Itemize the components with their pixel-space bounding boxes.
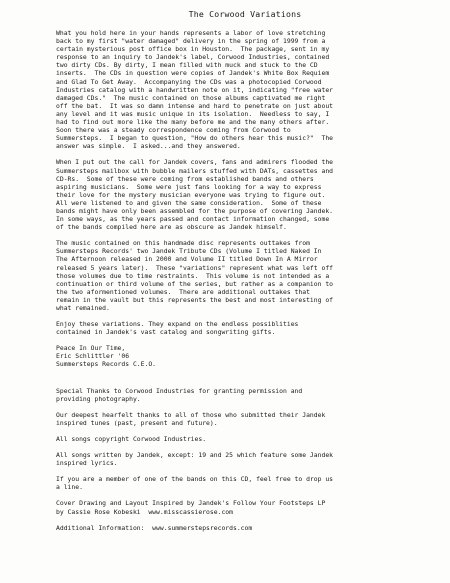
heartfelt-thanks-paragraph: Our deepest hearfelt thanks to all of those who submitted their Jandek inspired tunes (past, present and future). [56,410,326,427]
songwriting-credit-paragraph: All songs written by Jandek, except: 19 and 25 which feature some Jandek inspired lyrics. [56,451,334,468]
copyright-line: All songs copyright Corwood Industries. [56,434,207,443]
document-title: The Corwood Variations [188,9,302,19]
outtakes-paragraph: The music contained on this handmade disc represents outtakes from Summersteps Records' two Jandek Tribute CDs (Volume I titled Naked In The Afternoon released in 2000 and Volume II titled Down In A Mirror released 5 years later). These "variations" represent what was left off those volumes due to time restraints. This volume is not intended as a continuation or third volume of the series, but rather as a companion to the two aformentioned volumes. There are additional outtakes that remain in the vault but this represents the best and most interesting of what remained. [56,239,334,312]
cover-credit-paragraph: Cover Drawing and Layout Inspired by Jandek's Follow Your Footsteps LP by Cassie Rose Kobeski www.misscassierose.com [56,499,326,516]
signature-block: Peace In Our Time, Eric Schlittler '06 Summersteps Records C.E.O. [56,344,157,369]
special-thanks-paragraph: Special Thanks to Corwood Industries for granting permission and providing photography. [56,386,303,403]
band-contact-paragraph: If you are a member of one of the bands on this CD, feel free to drop us a line. [56,475,334,492]
call-for-covers-paragraph: When I put out the call for Jandek covers, fans and admirers flooded the Summersteps mailbox with bubble mailers stuffed with DATs, cassettes and CD-Rs. Some of these were coming from established bands and others aspiring musicians. Some were just fans looking for a way to express their love for the mystery musician everyone was trying to figure out. All were listened to and given the same consideration. Some of these bands might have only been assembled for the purpose of covering Jandek. In some ways, as the years passed and contact information changed, some of the bands compiled here are as obscure as Jandek himself. [56,158,334,232]
enjoy-paragraph: Enjoy these variations. They expand on the endless possiblities contained in Jandek's vast catalog and songwriting gifts. [56,320,299,337]
additional-info-line: Additional Information: www.summerstepsrecords.com [56,523,253,532]
intro-paragraph: What you hold here in your hands represents a labor of love stretching back to my first "water damaged" delivery in the spring of 1999 from a certain mysterious post office box in Houston. The package, sent in my response to an inquiry to Jandek's label, Corwood Industries, contained two dirty CDs. By dirty, I mean filled with muck and stuck to the CD inserts. The CDs in question were copies of Jandek's White Box Requiem and Glad To Get Away. Accompanying the CDs was a photocopied Corwood Industries catalog with a handwritten note on it, indicating "free water damaged CDs." The music contained on those albums captivated me right off the bat. It was so damn intense and hard to penetrate on just about any level and it was music unique in its isolation. Needless to say, I had to find out more like the many before me and the many others after. Soon there was a steady correspondence coming from Corwood to Summersteps. I began to question, "How do others hear this music?" The answer was simple. I asked...and they answered. [56,29,334,151]
